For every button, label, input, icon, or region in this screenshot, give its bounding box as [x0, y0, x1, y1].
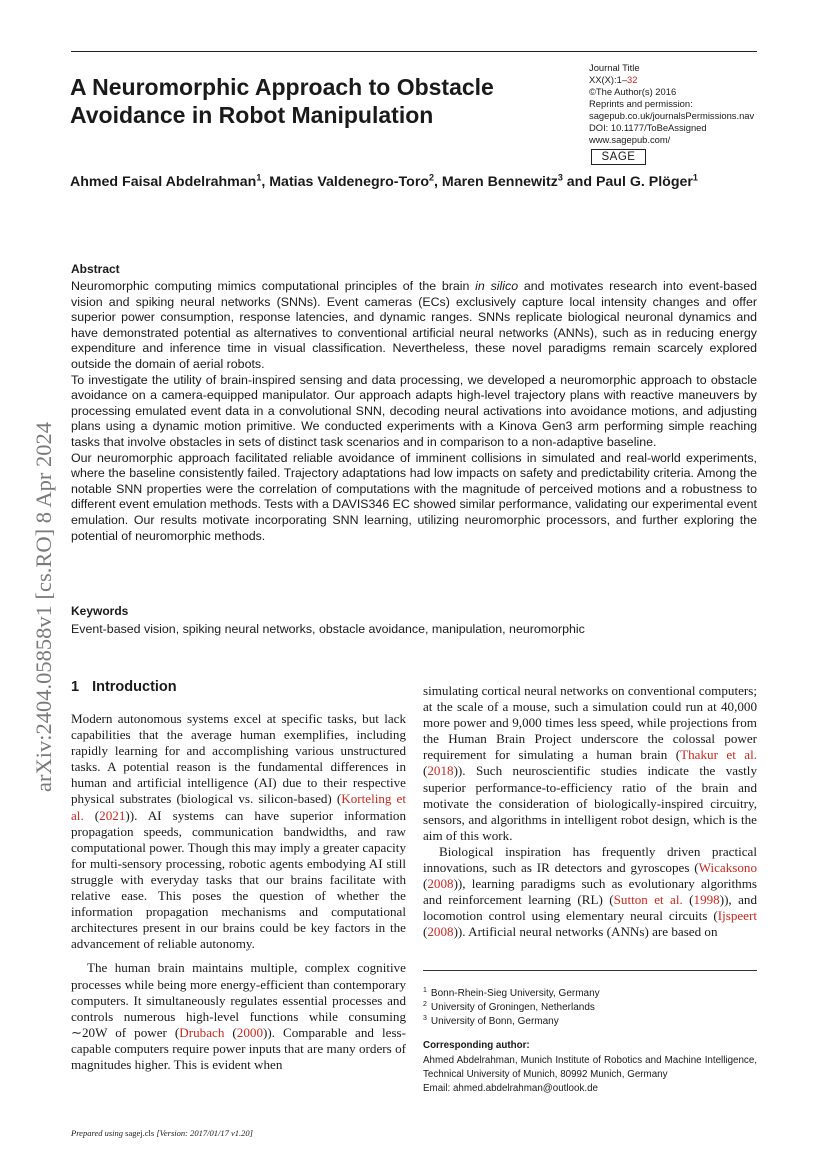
body-text: (	[423, 924, 428, 940]
keywords-text: Event-based vision, spiking neural networks, obstacle avoidance, manipulation, neuromorphic	[71, 622, 585, 636]
sage-logo: SAGE	[591, 149, 646, 165]
footnote-number: 3	[423, 1014, 427, 1022]
author-separator: ,	[434, 174, 442, 190]
abstract-heading: Abstract	[71, 262, 120, 276]
footnote-number: 2	[423, 1000, 427, 1008]
section-title: Introduction	[92, 679, 177, 695]
journal-reprints: Reprints and permission:	[589, 98, 693, 109]
abstract-paragraph-3: Our neuromorphic approach facilitated reliable avoidance of imminent collisions in simulated and real-world experiments, where the baseline consistently failed. Trajectory adaptations had low impacts on safety and predictability criteria. Among the notable SNN properties were the correlation of computations with the magnitude of perceived motions and a robustness to different event emulation methods. Tests with a DAVIS346 EC showed similar performance, validating our experimental event emulation. Our results motivate incorporating SNN learning, utilizing neuromorphic processors, and further exploring the potential of neuromorphic methods.	[71, 450, 757, 543]
body-text: )). Artificial neural networks (ANNs) are based on	[453, 924, 718, 940]
footnote-text: Bonn-Rhein-Sieg University, Germany	[430, 988, 600, 999]
citation-link[interactable]: Thakur et al.	[680, 747, 757, 763]
section-number: 1	[71, 679, 80, 695]
abstract-body	[71, 279, 757, 544]
body-text: )), and locomotion control using elementary neural circuits (	[423, 892, 757, 924]
author-list	[70, 172, 760, 192]
abstract-p1-italic: in silico	[475, 279, 519, 293]
footnote-number: 1	[423, 986, 427, 994]
citation-link[interactable]: Drubach	[179, 1024, 225, 1040]
body-text: Biological inspiration has frequently driven practical innovations, such as IR detectors and gyroscopes (	[423, 843, 757, 876]
body-text: The human brain maintains multiple, complex cognitive processes while being more energy-efficient than contemporary computers. It simultaneously regulates essential processes and controls numerous high-level functions while consuming ∼20W of power (	[71, 960, 406, 1040]
left-column	[71, 711, 406, 1073]
footnote-text: University of Groningen, Netherlands	[430, 1002, 595, 1013]
journal-info	[589, 62, 769, 146]
abstract-p1-end: and motivates research into event-based vision and spiking neural networks (SNNs). Event cameras (ECs) exclusively capture local intensity changes and offer superior power consumption, response latencies, and dynamic ranges. SNNs replicate biological neuronal dynamics and have demonstrated potential as alternatives to conventional artificial neural networks (ANNs), such as in reducing energy expenditure and inference time in visual classification. Nevertheless, these novel paradigms remain scarcely explored outside the domain of aerial robots.	[71, 279, 757, 371]
body-text: )). AI systems can have superior information propagation speeds, communication bandwidths, and raw computational power. Though this may imply a greater capacity for multi-sensory processing, robotic agents embodying AI still struggle with everyday tasks that our brains facilitate with relative ease. This poses the question of whether the information propagation mechanisms and computational architectures present in our brains could be key factors in the advancement of reliable autonomy.	[71, 807, 406, 952]
author-name: Paul G. Plöger	[595, 174, 693, 190]
author-name: Matias Valdenegro-Toro	[269, 174, 430, 190]
body-text: (	[423, 763, 428, 779]
footer-version: [Version: 2017/01/17 v1.20]	[154, 1128, 253, 1138]
author-affiliation-mark: 1	[692, 172, 698, 183]
keywords-heading: Keywords	[71, 604, 129, 618]
journal-reprints-url: sagepub.co.uk/journalsPermissions.nav	[589, 110, 755, 121]
author-name: Maren Bennewitz	[441, 174, 558, 190]
arxiv-stamp-text: arXiv:2404.05858v1 [cs.RO] 8 Apr 2024	[31, 422, 56, 792]
body-text: (	[682, 892, 694, 908]
citation-link[interactable]: Sutton et al.	[613, 892, 683, 908]
intro-paragraph-2	[71, 960, 406, 1073]
footnote-text: University of Bonn, Germany	[430, 1016, 559, 1027]
footnote-item	[423, 1015, 757, 1029]
abstract-paragraph-1	[71, 279, 757, 373]
body-text: )). Comparable and less-capable computers require power inputs that are many orders of magnitudes higher. This is evident when	[71, 1024, 406, 1072]
journal-volume-pages[interactable]: 32	[627, 74, 638, 85]
footnote-item	[423, 987, 757, 1001]
corresponding-heading: Corresponding author:	[423, 1040, 530, 1051]
author-affiliation-mark: 2	[429, 172, 435, 183]
affiliation-footnotes	[423, 987, 757, 1029]
author-separator: ,	[261, 174, 270, 190]
corresponding-text	[423, 1054, 757, 1081]
citation-link[interactable]: Korteling et al.	[71, 791, 407, 823]
intro-paragraph-3	[423, 683, 757, 844]
citation-link[interactable]: 1998	[693, 892, 720, 908]
footer-cls: sagej.cls	[125, 1128, 155, 1138]
citation-link[interactable]: Wicaksono	[698, 860, 757, 876]
author-name: Ahmed Faisal Abdelrahman	[70, 174, 257, 190]
body-text: (	[224, 1024, 237, 1040]
citation-link[interactable]: 2018	[427, 763, 454, 779]
citation-link[interactable]: Ijspeert	[717, 908, 757, 924]
journal-volume-prefix: XX(X):1–	[589, 74, 628, 85]
intro-paragraph-4	[423, 844, 757, 941]
journal-name: Journal Title	[589, 62, 640, 73]
page-footer	[71, 1128, 253, 1138]
journal-copyright: ©The Author(s) 2016	[589, 86, 677, 97]
paper-title: A Neuromorphic Approach to Obstacle Avoidance in Robot Manipulation	[70, 74, 494, 128]
corresponding-email[interactable]: Email: ahmed.abdelrahman@outlook.de	[423, 1083, 598, 1094]
corresponding-address: Ahmed Abdelrahman, Munich Institute of Robotics and Machine Intelligence, Technical University of Munich, 80992 Munich, Germany	[423, 1055, 757, 1080]
header-rule	[71, 51, 757, 52]
journal-doi: DOI: 10.1177/ToBeAssigned	[589, 122, 707, 133]
footer-prefix: Prepared using	[71, 1128, 126, 1138]
abstract-p1-start: Neuromorphic computing mimics computational principles of the brain	[71, 279, 476, 293]
body-text: Modern autonomous systems excel at specific tasks, but lack capabilities that the average human exemplifies, including rapidly learning for and accomplishing various unstructured tasks. A potential reason is the fundamental differences in human and artificial intelligence (AI) due to their respective physical substrates (biological vs. silicon-based) (	[71, 711, 406, 807]
intro-paragraph-1	[71, 711, 406, 952]
body-text: (	[423, 876, 428, 892]
author-affiliation-mark: 3	[557, 172, 563, 183]
body-text: )). Such neuroscientific studies indicate the vastly superior performance-to-efficiency ratio of the brain and motivate the consideration of biologically-inspired circuitry, sensors, and algorithms in intelligent robot design, which is the aim of this work.	[423, 763, 757, 843]
citation-link[interactable]: 2008	[427, 924, 454, 940]
author-affiliation-mark: 1	[256, 172, 262, 183]
journal-volume	[589, 74, 769, 86]
citation-link[interactable]: 2008	[427, 876, 454, 892]
right-column	[423, 683, 757, 941]
section-heading	[71, 679, 177, 695]
citation-link[interactable]: 2000	[236, 1024, 263, 1040]
arxiv-stamp	[21, 367, 66, 847]
journal-website: www.sagepub.com/	[589, 134, 671, 145]
body-text: simulating cortical neural networks on conventional computers; at the scale of a mouse, such a simulation could run at 40,000 more power and 9,000 times less speed, while projections from the Human Brain Project underscore the colossal power requirement for simulating a human brain (	[423, 683, 757, 763]
footnote-item	[423, 1001, 757, 1015]
citation-link[interactable]: 2021	[99, 807, 126, 823]
footnote-rule	[423, 970, 757, 971]
body-text: )), learning paradigms such as evolutionary algorithms and reinforcement learning (RL) (	[423, 876, 757, 908]
author-separator: and	[562, 174, 596, 190]
body-text: (	[83, 807, 100, 823]
abstract-paragraph-2: To investigate the utility of brain-inspired sensing and data processing, we developed a neuromorphic approach to obstacle avoidance on a camera-equipped manipulator. Our approach adapts high-level trajectory plans with reactive maneuvers by processing emulated event data in a convolutional SNN, decoding neural activations into avoidance motions, and adjusting plans using a dynamic motion primitive. We conducted experiments with a Kinova Gen3 arm performing simple reaching tasks that involve obstacles in sets of distinct task scenarios and in comparison to a non-adaptive baseline.	[71, 372, 757, 449]
